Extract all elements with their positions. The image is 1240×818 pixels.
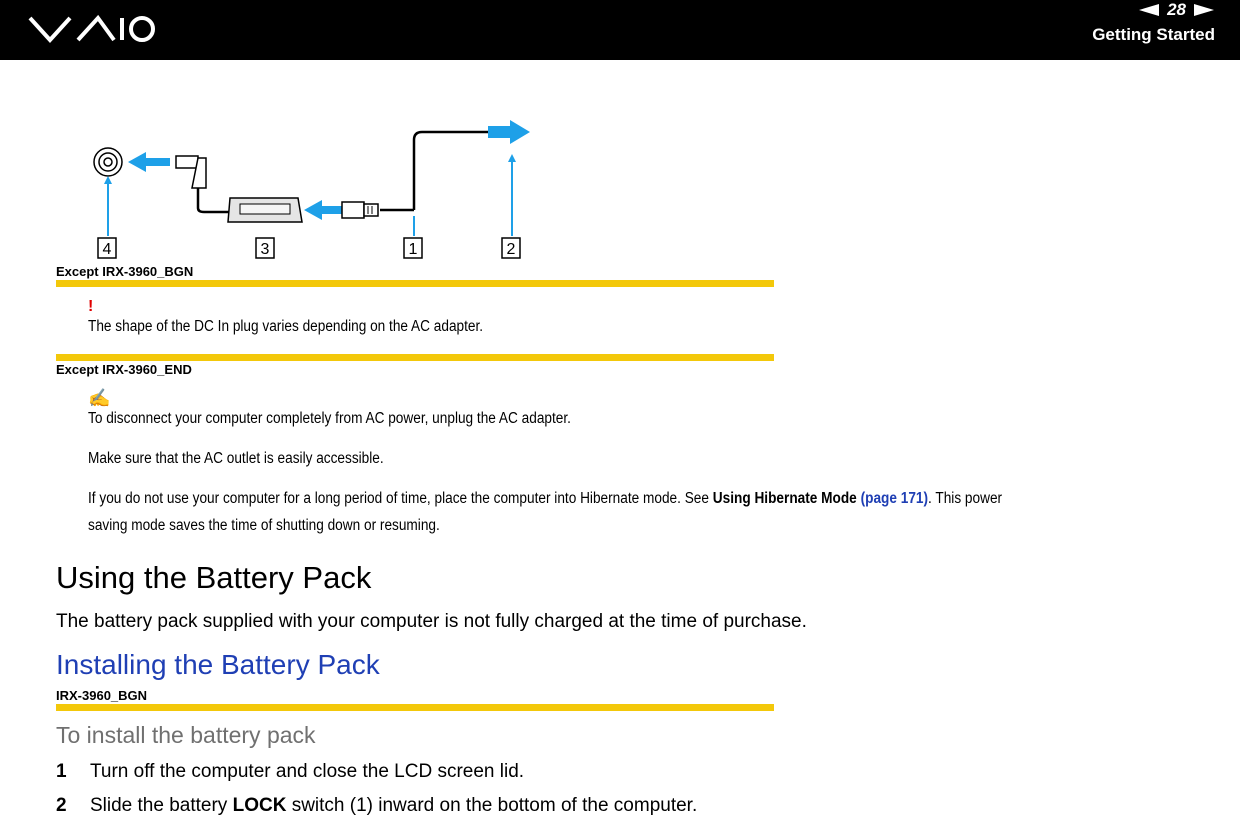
- dc-in-port-icon: [94, 148, 122, 176]
- plug-direction-arrow-icon: [128, 152, 170, 172]
- irx-begin-marker: IRX-3960_BGN: [56, 688, 148, 703]
- callout-2: [502, 238, 520, 258]
- section-title: Getting Started: [1092, 25, 1215, 44]
- intro-paragraph: The battery pack supplied with your computer is not fully charged at the time of purchase.: [56, 611, 807, 632]
- marker-rule: [56, 354, 774, 361]
- note-text-2: Make sure that the AC outlet is easily accessible.: [88, 450, 384, 467]
- svg-text:3: 3: [260, 241, 270, 258]
- warning-icon: !: [88, 298, 94, 315]
- ac-adapter-icon: [228, 198, 302, 222]
- step-text: Turn off the computer and close the LCD screen lid.: [90, 761, 525, 782]
- procedure-heading: To install the battery pack: [56, 722, 316, 748]
- page-number: 28: [1167, 0, 1186, 19]
- next-page-arrow-icon[interactable]: [1194, 4, 1214, 16]
- note-text-3-line2: saving mode saves the time of shutting down or resuming.: [88, 517, 440, 534]
- step-number: 1: [56, 761, 67, 782]
- note-pen-icon: ✍: [88, 388, 111, 408]
- hibernate-mode-reference: Using Hibernate Mode: [712, 490, 857, 507]
- marker-rule: [56, 280, 774, 287]
- power-cord-arrow-icon: [304, 200, 342, 220]
- callout-4: [98, 238, 116, 258]
- note-text-3: If you do not use your computer for a long period of time, place the computer into Hibernate mode. See Using Hibernate Mode (page 171). This power: [88, 490, 1003, 507]
- power-cord-plug-icon: [342, 202, 414, 218]
- callout-1: [404, 238, 422, 258]
- step-item: 2 Slide the battery LOCK switch (1) inward on the bottom of the computer.: [56, 795, 698, 816]
- note-text-1: To disconnect your computer completely from AC power, unplug the AC adapter.: [88, 410, 571, 427]
- page-171-link[interactable]: (page 171): [860, 490, 929, 507]
- svg-text:1: 1: [408, 241, 418, 258]
- except-begin-marker: Except IRX-3960_BGN: [56, 264, 194, 279]
- step-number: 2: [56, 795, 67, 816]
- outlet-direction-arrow-icon: [488, 120, 530, 144]
- marker-rule: [56, 704, 774, 711]
- prev-page-arrow-icon[interactable]: [1139, 4, 1159, 16]
- svg-text:2: 2: [506, 241, 516, 258]
- subsection-heading: Installing the Battery Pack: [56, 649, 380, 680]
- ac-adapter-diagram: [80, 118, 540, 268]
- lock-switch-label: LOCK: [232, 795, 287, 816]
- svg-text:4: 4: [102, 241, 112, 258]
- section-heading: Using the Battery Pack: [56, 560, 372, 595]
- except-end-marker: Except IRX-3960_END: [56, 362, 192, 377]
- vaio-logo: [28, 6, 158, 46]
- step-item: [56, 761, 524, 783]
- warning-text: The shape of the DC In plug varies depending on the AC adapter.: [88, 318, 484, 335]
- callout-3: [256, 238, 274, 258]
- dc-plug-icon: [176, 156, 206, 188]
- page-header: [0, 0, 1240, 60]
